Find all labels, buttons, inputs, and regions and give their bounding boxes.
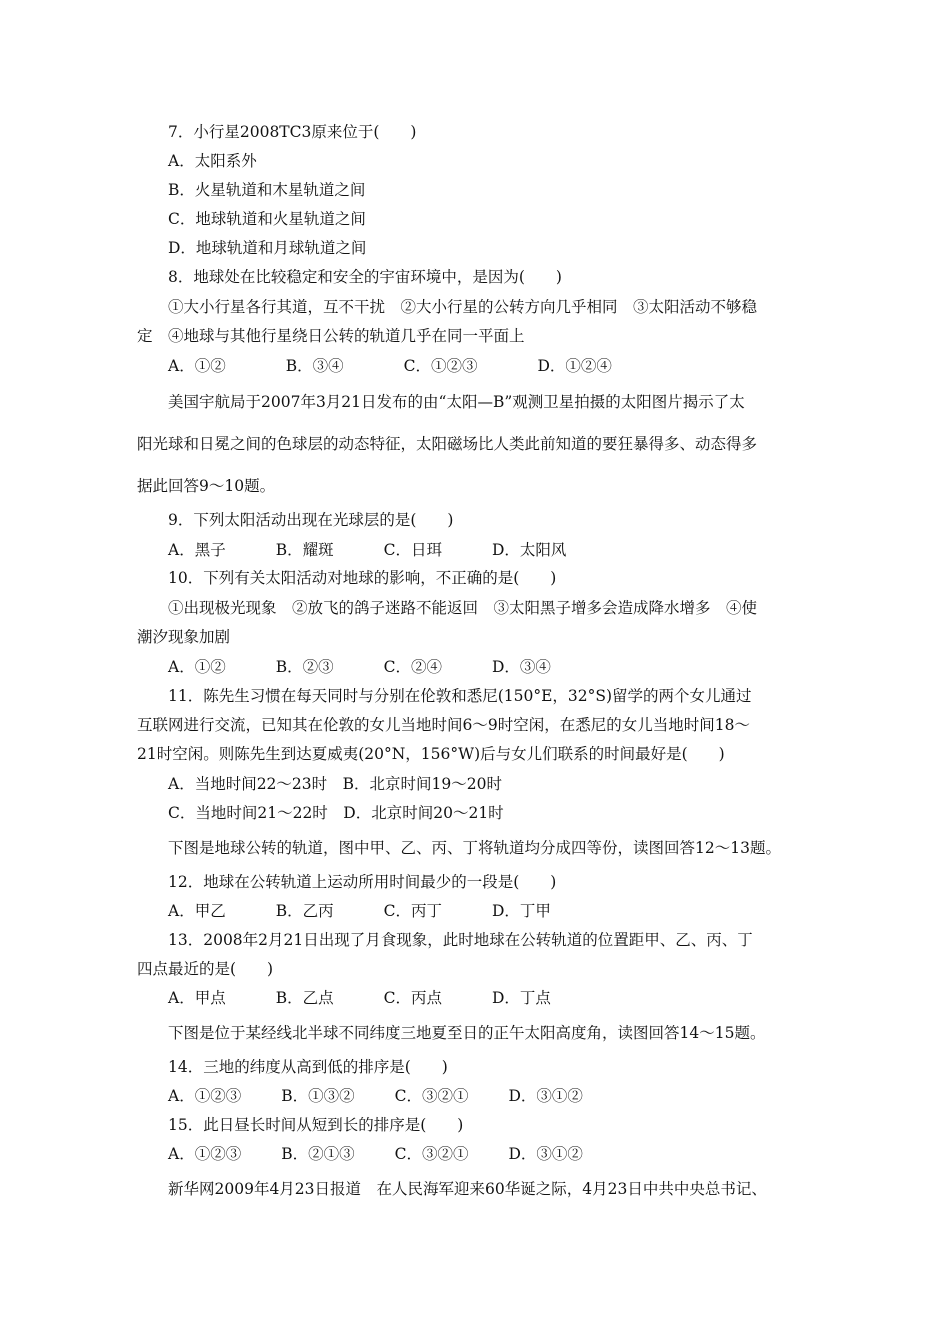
answer-option: D．太阳风 xyxy=(491,541,567,559)
text-line: 潮汐现象加剧 xyxy=(137,628,231,646)
answer-option: C．①②③ xyxy=(403,357,478,375)
text-line: 13．2008年2月21日出现了月食现象，此时地球在公转轨道的位置距甲、乙、丙、丁 xyxy=(168,931,753,949)
text-line: 四点最近的是( ) xyxy=(137,960,274,978)
answer-option: B．①③② xyxy=(281,1087,355,1105)
text-line: 互联网进行交流，已知其在伦敦的女儿当地时间6～9时空闲，在悉尼的女儿当地时间18～ xyxy=(137,716,750,734)
answer-options xyxy=(168,1086,583,1106)
answer-option: A．甲点 xyxy=(168,989,226,1007)
answer-option: B．乙丙 xyxy=(275,902,334,920)
answer-options xyxy=(168,988,551,1008)
answer-option: D．③④ xyxy=(491,658,551,676)
text-line: 下图是地球公转的轨道，图中甲、乙、丙、丁将轨道均分成四等份，读图回答12～13题。 xyxy=(168,839,781,857)
text-line: 7．小行星2008TC3原来位于( ) xyxy=(168,123,417,141)
answer-option: B．乙点 xyxy=(275,989,334,1007)
text-line: 14．三地的纬度从高到低的排序是( ) xyxy=(168,1058,448,1076)
answer-option: C．丙丁 xyxy=(383,902,442,920)
text-line: B．火星轨道和木星轨道之间 xyxy=(168,181,366,199)
answer-option: C．②④ xyxy=(383,658,442,676)
answer-option: A．①②③ xyxy=(168,1087,242,1105)
text-line: C．地球轨道和火星轨道之间 xyxy=(168,210,366,228)
text-line: 21时空闲。则陈先生到达夏威夷(20°N，156°W)后与女儿们联系的时间最好是( ) xyxy=(137,745,725,763)
answer-option: C．日珥 xyxy=(383,541,442,559)
text-line: 新华网2009年4月23日报道 在人民海军迎来60华诞之际，4月23日中共中央总书记、 xyxy=(168,1180,767,1198)
text-line: A．太阳系外 xyxy=(168,152,257,170)
text-line: 定 ④地球与其他行星绕日公转的轨道几乎在同一平面上 xyxy=(137,327,525,345)
answer-option: D．③①② xyxy=(508,1087,583,1105)
text-line: 10．下列有关太阳活动对地球的影响，不正确的是( ) xyxy=(168,569,557,587)
answer-option: D．③①② xyxy=(508,1145,583,1163)
answer-option: D．丁甲 xyxy=(491,902,551,920)
answer-option: C．③②① xyxy=(394,1145,469,1163)
answer-option: B．耀斑 xyxy=(275,541,334,559)
answer-option: A．①②③ xyxy=(168,1145,242,1163)
text-line: 9．下列太阳活动出现在光球层的是( ) xyxy=(168,511,454,529)
answer-option: B．②①③ xyxy=(281,1145,355,1163)
answer-option: D．①②④ xyxy=(537,357,612,375)
text-line: 15．此日昼长时间从短到长的排序是( ) xyxy=(168,1116,464,1134)
answer-option: A．黑子 xyxy=(168,541,226,559)
text-line: 美国宇航局于2007年3月21日发布的由“太阳—B”观测卫星拍摄的太阳图片揭示了太 xyxy=(168,393,745,411)
text-line: ①大小行星各行其道，互不干扰 ②大小行星的公转方向几乎相同 ③太阳活动不够稳 xyxy=(168,298,758,316)
answer-option: A．①② xyxy=(168,658,226,676)
answer-option: B．②③ xyxy=(275,658,334,676)
answer-option: A．甲乙 xyxy=(168,902,226,920)
text-line: 下图是位于某经线北半球不同纬度三地夏至日的正午太阳高度角，读图回答14～15题。 xyxy=(168,1024,766,1042)
answer-option: B．③④ xyxy=(285,357,344,375)
text-line: 阳光球和日冕之间的色球层的动态特征，太阳磁场比人类此前知道的要狂暴得多、动态得多 xyxy=(137,435,758,453)
text-line: 8．地球处在比较稳定和安全的宇宙环境中，是因为( ) xyxy=(168,268,562,286)
answer-option: C．③②① xyxy=(394,1087,469,1105)
text-line: 11．陈先生习惯在每天同时与分别在伦敦和悉尼(150°E，32°S)留学的两个女儿通过 xyxy=(168,687,752,705)
answer-option: D．丁点 xyxy=(491,989,551,1007)
text-line: C．当地时间21～22时 D．北京时间20～21时 xyxy=(168,804,504,822)
answer-options xyxy=(168,657,551,677)
text-line: 12．地球在公转轨道上运动所用时间最少的一段是( ) xyxy=(168,873,557,891)
answer-options xyxy=(168,901,551,921)
answer-options xyxy=(168,540,566,560)
answer-options xyxy=(168,1144,583,1164)
text-line: A．当地时间22～23时 B．北京时间19～20时 xyxy=(168,775,502,793)
answer-option: C．丙点 xyxy=(383,989,442,1007)
answer-option: A．①② xyxy=(168,357,226,375)
text-line: D．地球轨道和月球轨道之间 xyxy=(168,239,367,257)
answer-options xyxy=(168,356,612,376)
text-line: ①出现极光现象 ②放飞的鸽子迷路不能返回 ③太阳黑子增多会造成降水增多 ④使 xyxy=(168,599,758,617)
text-line: 据此回答9～10题。 xyxy=(137,477,276,495)
